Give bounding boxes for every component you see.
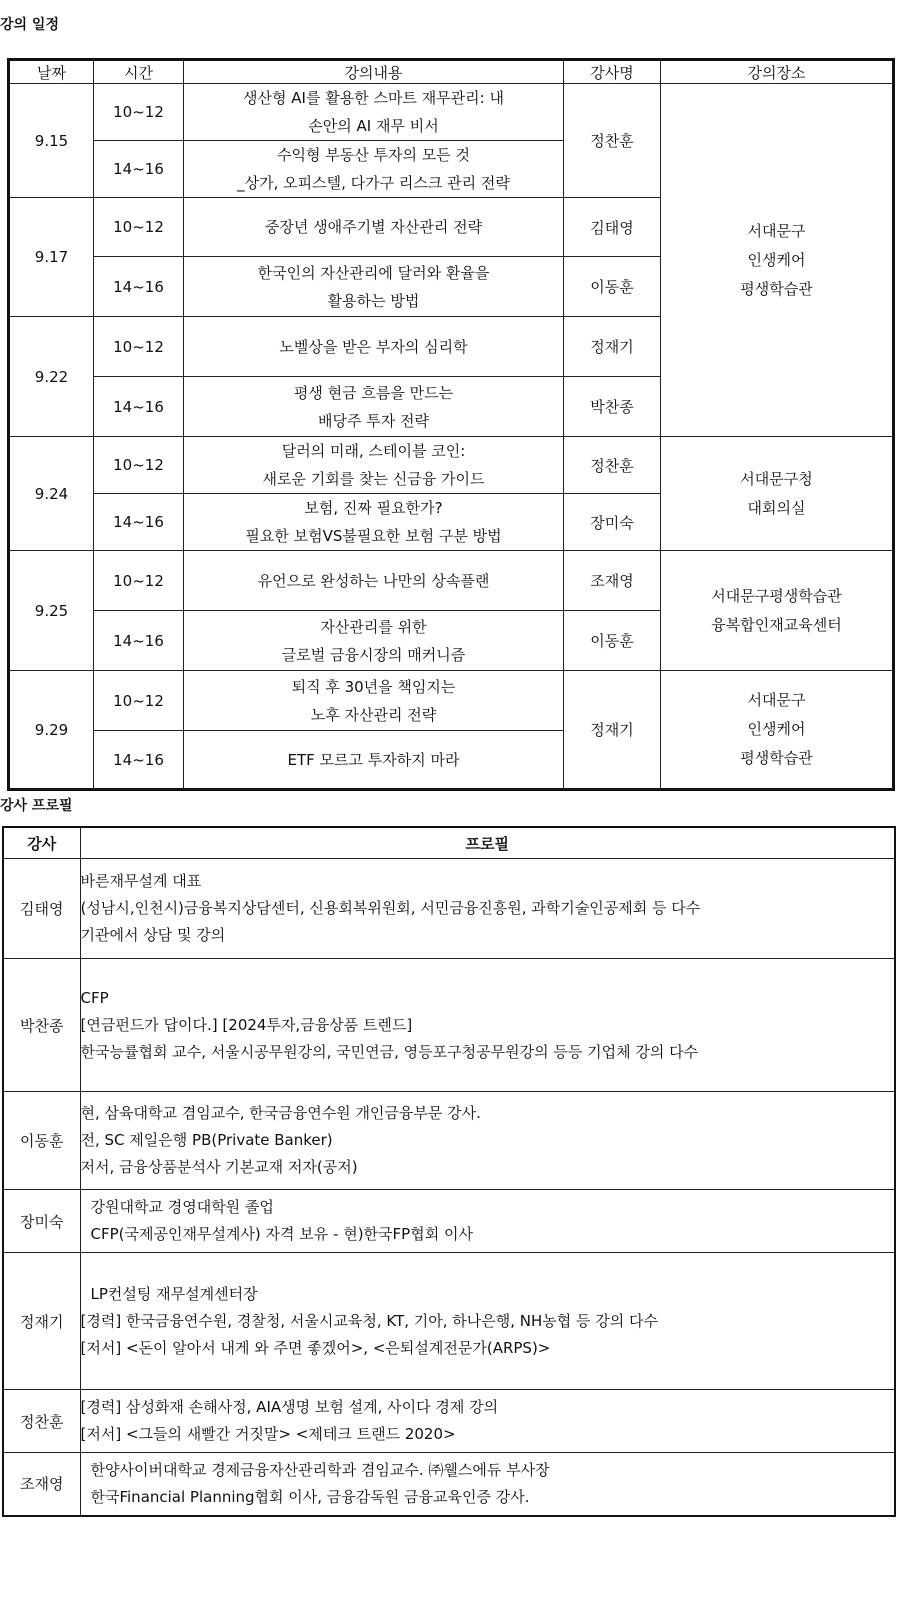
table-row <box>9 671 894 731</box>
session-time: 14~16 <box>94 257 184 317</box>
table-row <box>3 859 895 959</box>
header-time: 시간 <box>94 60 184 84</box>
instructor-name: 박찬종 <box>3 959 80 1092</box>
session-time: 14~16 <box>94 494 184 551</box>
table-row <box>3 1390 895 1453</box>
session-venue: 서대문구 인생케어 평생학습관 <box>661 84 894 437</box>
session-content: 달러의 미래, 스테이블 코인: 새로운 기회를 찾는 신금융 가이드 <box>184 437 564 494</box>
session-instructor: 이동훈 <box>564 257 661 317</box>
table-row <box>3 1092 895 1190</box>
session-instructor: 조재영 <box>564 551 661 611</box>
session-content: 수익형 부동산 투자의 모든 것 _상가, 오피스텔, 다가구 리스크 관리 전략 <box>184 141 564 198</box>
instructor-profile: CFP [연금펀드가 답이다.] [2024투자,금융상품 트렌드] 한국능률협회 교수, 서울시공무원강의, 국민연금, 영등포구청공무원강의 등등 기업체 강의 다수 <box>80 959 895 1092</box>
table-row <box>9 84 894 141</box>
instructor-name: 김태영 <box>3 859 80 959</box>
session-content: 한국인의 자산관리에 달러와 환율을 활용하는 방법 <box>184 257 564 317</box>
session-instructor: 정재기 <box>564 317 661 377</box>
session-time: 14~16 <box>94 141 184 198</box>
session-date: 9.17 <box>9 198 94 317</box>
session-venue: 서대문구평생학습관 융복합인재교육센터 <box>661 551 894 671</box>
session-instructor: 정찬훈 <box>564 437 661 494</box>
session-date: 9.25 <box>9 551 94 671</box>
header-content: 강의내용 <box>184 60 564 84</box>
session-venue: 서대문구청 대회의실 <box>661 437 894 551</box>
header-instructor: 강사 <box>3 827 80 859</box>
table-row <box>9 551 894 611</box>
session-content: 퇴직 후 30년을 책임지는 노후 자산관리 전략 <box>184 671 564 731</box>
header-instructor: 강사명 <box>564 60 661 84</box>
session-time: 10~12 <box>94 84 184 141</box>
session-instructor: 장미숙 <box>564 494 661 551</box>
session-date: 9.29 <box>9 671 94 790</box>
instructor-name: 정재기 <box>3 1253 80 1390</box>
session-time: 10~12 <box>94 551 184 611</box>
schedule-heading: 강의 일정 <box>0 17 59 33</box>
profile-table <box>2 826 896 1517</box>
instructor-name: 정찬훈 <box>3 1390 80 1453</box>
session-time: 14~16 <box>94 377 184 437</box>
session-date: 9.22 <box>9 317 94 437</box>
table-row <box>3 1190 895 1253</box>
instructor-name: 이동훈 <box>3 1092 80 1190</box>
table-row <box>3 959 895 1092</box>
instructor-profile: LP컨설팅 재무설계센터장 [경력] 한국금융연수원, 경찰청, 서울시교육청, KT, 기아, 하나은행, NH농협 등 강의 다수 [저서] <돈이 알아서 내게 와 주면 좋겠어>, <은퇴설계전문가(ARPS)> <box>80 1253 895 1390</box>
session-time: 14~16 <box>94 611 184 671</box>
instructor-profile: 강원대학교 경영대학원 졸업 CFP(국제공인재무설계사) 자격 보유 - 현)한국FP협회 이사 <box>80 1190 895 1253</box>
session-content: 생산형 AI를 활용한 스마트 재무관리: 내 손안의 AI 재무 비서 <box>184 84 564 141</box>
schedule-table <box>7 58 895 791</box>
table-row <box>3 1253 895 1390</box>
session-time: 10~12 <box>94 437 184 494</box>
instructor-profile: 바른재무설계 대표 (성남시,인천시)금융복지상담센터, 신용회복위원회, 서민금융진흥원, 과학기술인공제회 등 다수 기관에서 상담 및 강의 <box>80 859 895 959</box>
session-content: 자산관리를 위한 글로벌 금융시장의 매커니즘 <box>184 611 564 671</box>
session-content: 유언으로 완성하는 나만의 상속플랜 <box>184 551 564 611</box>
instructor-profile: [경력] 삼성화재 손해사정, AIA생명 보험 설계, 사이다 경제 강의 [저서] <그들의 새빨간 거짓말> <제테크 트랜드 2020> <box>80 1390 895 1453</box>
table-row <box>3 1453 895 1516</box>
session-content: ETF 모르고 투자하지 마라 <box>184 731 564 790</box>
profile-header-row <box>3 827 895 859</box>
session-time: 10~12 <box>94 671 184 731</box>
instructor-profile: 현, 삼육대학교 겸임교수, 한국금융연수원 개인금융부문 강사. 전, SC 제일은행 PB(Private Banker) 저서, 금융상품분석사 기본교재 저자(공저) <box>80 1092 895 1190</box>
session-instructor: 이동훈 <box>564 611 661 671</box>
session-instructor: 박찬종 <box>564 377 661 437</box>
session-content: 보험, 진짜 필요한가? 필요한 보험VS불필요한 보험 구분 방법 <box>184 494 564 551</box>
session-date: 9.24 <box>9 437 94 551</box>
session-content: 평생 현금 흐름을 만드는 배당주 투자 전략 <box>184 377 564 437</box>
table-row <box>9 437 894 494</box>
header-date: 날짜 <box>9 60 94 84</box>
schedule-header-row <box>9 60 894 84</box>
session-instructor: 정찬훈 <box>564 84 661 198</box>
session-time: 14~16 <box>94 731 184 790</box>
instructor-profile: 한양사이버대학교 경제금융자산관리학과 겸임교수. ㈜웰스에듀 부사장 한국Financial Planning협회 이사, 금융감독원 금융교육인증 강사. <box>80 1453 895 1516</box>
session-time: 10~12 <box>94 317 184 377</box>
session-content: 노벨상을 받은 부자의 심리학 <box>184 317 564 377</box>
session-time: 10~12 <box>94 198 184 257</box>
instructor-name: 장미숙 <box>3 1190 80 1253</box>
session-instructor: 김태영 <box>564 198 661 257</box>
session-instructor: 정재기 <box>564 671 661 790</box>
instructor-name: 조재영 <box>3 1453 80 1516</box>
header-venue: 강의장소 <box>661 60 894 84</box>
session-date: 9.15 <box>9 84 94 198</box>
header-profile: 프로필 <box>80 827 895 859</box>
session-venue: 서대문구 인생케어 평생학습관 <box>661 671 894 790</box>
session-content: 중장년 생애주기별 자산관리 전략 <box>184 198 564 257</box>
profile-heading: 강사 프로필 <box>0 798 73 814</box>
